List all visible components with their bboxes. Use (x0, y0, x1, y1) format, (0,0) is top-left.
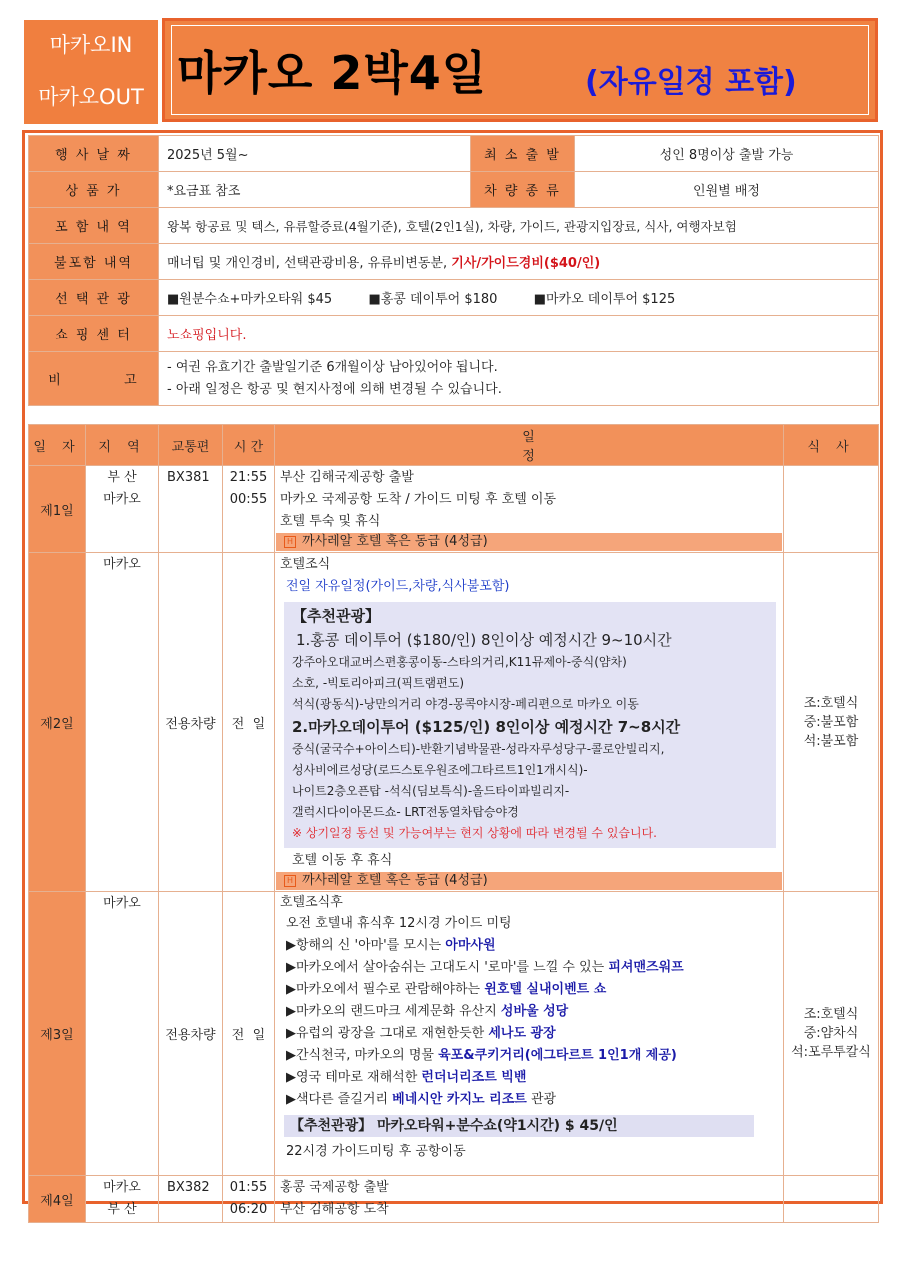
head-day: 일 자 (29, 425, 86, 466)
day3-row (29, 892, 879, 1176)
sight-line: ▶색다른 즐길거리 베네시안 카지노 리조트 관광 (286, 1092, 557, 1107)
day3-items (276, 935, 782, 1111)
sight-line: ▶마카오에서 살아숨쉬는 고대도시 '로마'를 느낄 수 있는 피셔맨즈워프 (286, 960, 684, 975)
note-cell (159, 352, 879, 406)
meal-text: 조:호텔식 (803, 1007, 859, 1022)
tour-note: ※ 상기일정 동선 및 가능여부는 현지 상황에 따라 변경될 수 있습니다. (292, 826, 657, 840)
meal-text: 중:얌차식 (803, 1026, 859, 1041)
day4-plan (275, 1176, 784, 1223)
day4-region (86, 1176, 159, 1223)
sight-name: 세나도 광장 (488, 1026, 556, 1041)
row-shopping (29, 316, 879, 352)
day3-time: 전 일 (223, 892, 275, 1176)
time-text: 01:55 (229, 1180, 268, 1195)
meal-text: 중:불포함 (803, 714, 859, 730)
badge-out: 마카오OUT (38, 85, 144, 109)
header-badge (24, 20, 158, 124)
price-label: 상 품 가 (29, 172, 159, 208)
day4-time (223, 1176, 275, 1223)
sight-line: ▶마카오에서 필수로 관람해야하는 윈호텔 실내이벤트 쇼 (286, 982, 607, 997)
row-excluded (29, 244, 879, 280)
day2-transport: 전용차량 (159, 553, 223, 892)
excl-guide-fee: 기사/가이드경비($40/인) (451, 256, 601, 271)
opt-item: ■홍콩 데이투어 $180 (368, 292, 498, 307)
time-text: 21:55 (229, 470, 268, 485)
region-text: 마카오 (103, 1180, 141, 1195)
plan-line: 부산 김해국제공항 출발 (280, 470, 414, 485)
tour-line: 갤럭시다이아몬드쇼- LRT전동열차탑승야경 (292, 805, 519, 819)
vehicle-value: 인원별 배정 (575, 172, 879, 208)
opt-item: ■마카오 데이투어 $125 (533, 292, 676, 307)
plan-line: 호텔조식 (280, 557, 331, 572)
meal-text: 석:불포함 (803, 733, 859, 749)
region-text: 부 산 (107, 470, 137, 485)
opt-item: ■원분수쇼+마카오타워 $45 (167, 292, 333, 307)
row-included (29, 208, 879, 244)
tour-line: 강주아오대교버스편홍콩이동-스타의거리,K11뮤제아-중식(얌차) (292, 655, 627, 669)
date-label: 행 사 날 짜 (29, 136, 159, 172)
head-time: 시 간 (223, 425, 275, 466)
vehicle-label: 차 량 종 류 (471, 172, 575, 208)
day2-hotel (276, 872, 782, 890)
note-label: 비 고 (29, 352, 159, 406)
plan-line: 호텔 투숙 및 휴식 (280, 514, 381, 529)
hotel-text: 까사레알 호텔 혹은 동급 (4성급) (302, 534, 488, 549)
badge-in: 마카오IN (49, 33, 133, 57)
hotel-icon: H (284, 875, 296, 887)
tour-line: 석식(광동식)-낭만의거리 야경-몽콕야시장-페리편으로 마카오 이동 (292, 697, 639, 711)
tour2-title: 2.마카오데이투어 ($125/인) 8인이상 예정시간 7~8시간 (292, 718, 681, 736)
sight-name: 피셔맨즈워프 (608, 960, 684, 975)
shop-label: 쇼 핑 센 터 (29, 316, 159, 352)
day4-row (29, 1176, 879, 1223)
day1-region (86, 466, 159, 553)
day2-time: 전 일 (223, 553, 275, 892)
plan-line: 홍콩 국제공항 출발 (280, 1180, 389, 1195)
plan-line: 마카오 국제공항 도착 / 가이드 미팅 후 호텔 이동 (280, 492, 557, 507)
sight-name: 아마사원 (445, 938, 496, 953)
day1-plan (275, 466, 784, 553)
day1-hotel (276, 533, 782, 551)
day3-transport: 전용차량 (159, 892, 223, 1176)
day1-meal (784, 466, 879, 553)
sight-name: 베네시안 카지노 리조트 (392, 1092, 527, 1107)
head-transport: 교통편 (159, 425, 223, 466)
sight-name: 육포&쿠키거리(에그타르트 1인1개 제공) (438, 1048, 677, 1063)
day4-meal (784, 1176, 879, 1223)
sight-name: 성바울 성당 (500, 1004, 569, 1019)
schedule-table (28, 424, 879, 1223)
day1-time (223, 466, 275, 553)
head-meal: 식 사 (784, 425, 879, 466)
tour-line: 소호, -빅토리아피크(픽트램편도) (292, 676, 465, 690)
sight-line: ▶마카오의 랜드마크 세계문화 유산지 성바울 성당 (286, 1004, 569, 1019)
date-value: 2025년 5월~ (159, 136, 471, 172)
region-text: 부 산 (107, 1202, 137, 1217)
plan-line: 호텔 이동 후 휴식 (292, 853, 393, 868)
time-text: 00:55 (229, 492, 268, 507)
tour-line: 중식(굴국수+아이스티)-반환기념박물관-성라자루성당구-콜로안빌리지, (292, 742, 665, 756)
plan-line: 오전 호텔내 휴식후 12시경 가이드 미팅 (286, 916, 512, 931)
plan-line: 22시경 가이드미팅 후 공항이동 (286, 1144, 466, 1159)
price-value: *요금표 참조 (159, 172, 471, 208)
region-text: 마카오 (103, 492, 141, 507)
recommended-tours (284, 602, 776, 848)
min-value: 성인 8명이상 출발 가능 (575, 136, 879, 172)
page-subtitle: (자유일정 포함) (585, 65, 797, 100)
opt-label: 선 택 관 광 (29, 280, 159, 316)
excl-value: 매너팁 및 개인경비, 선택관광비용, 유류비변동분, (167, 256, 452, 271)
row-notes (29, 352, 879, 406)
plan-line: 호텔조식후 (280, 895, 343, 910)
info-table (28, 135, 879, 406)
note-line: - 아래 일정은 항공 및 현지사정에 의해 변경될 수 있습니다. (167, 381, 502, 397)
rec-title: 【추천관광】 (292, 607, 380, 625)
note-line: - 여권 유효기간 출발일기준 6개월이상 남아있어야 됩니다. (167, 359, 498, 375)
day4-label: 제4일 (29, 1176, 86, 1223)
hotel-icon: H (284, 536, 296, 548)
day3-plan (275, 892, 784, 1176)
sight-name: 윈호텔 실내이벤트 쇼 (484, 982, 607, 997)
day2-label: 제2일 (29, 553, 86, 892)
sight-line: ▶항해의 신 '아마'를 모시는 아마사원 (286, 938, 496, 953)
page-title: 마카오 2박4일 (177, 46, 488, 100)
excl-label: 불포함 내역 (29, 244, 159, 280)
tour-line: 성사비에르성당(로드스토우원조에그타르트1인1개시식)- (292, 763, 588, 777)
day3-meal (784, 892, 879, 1176)
meal-text: 석:포루투칼식 (791, 1045, 871, 1060)
day3-region: 마카오 (86, 892, 159, 1176)
row-date (29, 136, 879, 172)
shop-value: 노쇼핑입니다. (159, 316, 879, 352)
sight-line: ▶영국 테마로 재해석한 런더너리조트 빅밴 (286, 1070, 527, 1085)
opt-cell (159, 280, 879, 316)
incl-label: 포 함 내 역 (29, 208, 159, 244)
schedule-header (29, 425, 879, 466)
excl-cell (159, 244, 879, 280)
day4-flight: BX382 (159, 1176, 223, 1223)
tour1-title: 1.홍콩 데이투어 ($180/인) 8인이상 예정시간 9~10시간 (296, 631, 672, 649)
hotel-text: 까사레알 호텔 혹은 동급 (4성급) (302, 873, 488, 888)
day3-label: 제3일 (29, 892, 86, 1176)
incl-value: 왕복 항공료 및 텍스, 유류할증료(4월기준), 호텔(2인1실), 차량, 가이드, 관광지입장료, 식사, 여행자보험 (159, 208, 879, 244)
day1-flight: BX381 (159, 466, 223, 553)
day2-plan (275, 553, 784, 892)
day2-row (29, 553, 879, 892)
day2-region: 마카오 (86, 553, 159, 892)
head-region: 지 역 (86, 425, 159, 466)
free-day-line: 전일 자유일정(가이드,차량,식사불포함) (286, 579, 510, 594)
title-banner (162, 18, 878, 122)
plan-line: 부산 김해공항 도착 (280, 1202, 389, 1217)
row-optional (29, 280, 879, 316)
head-plan: 일 정 (275, 425, 784, 466)
day1-label: 제1일 (29, 466, 86, 553)
min-label: 최 소 출 발 (471, 136, 575, 172)
sight-line: ▶간식천국, 마카오의 명물 육포&쿠키거리(에그타르트 1인1개 제공) (286, 1048, 677, 1063)
row-price (29, 172, 879, 208)
sight-name: 런더너리조트 빅밴 (421, 1070, 527, 1085)
tour-line: 나이트2층오픈탑 -석식(딤보특식)-올드타이파빌리지- (292, 784, 570, 798)
sight-line: ▶유럽의 광장을 그대로 재현한듯한 세나도 광장 (286, 1026, 556, 1041)
day1-row (29, 466, 879, 553)
meal-text: 조:호텔식 (803, 695, 859, 711)
time-text: 06:20 (229, 1202, 268, 1217)
day2-meal (784, 553, 879, 892)
day3-recommended: 【추천관광】 마카오타워+분수쇼(약1시간) $ 45/인 (284, 1115, 754, 1137)
